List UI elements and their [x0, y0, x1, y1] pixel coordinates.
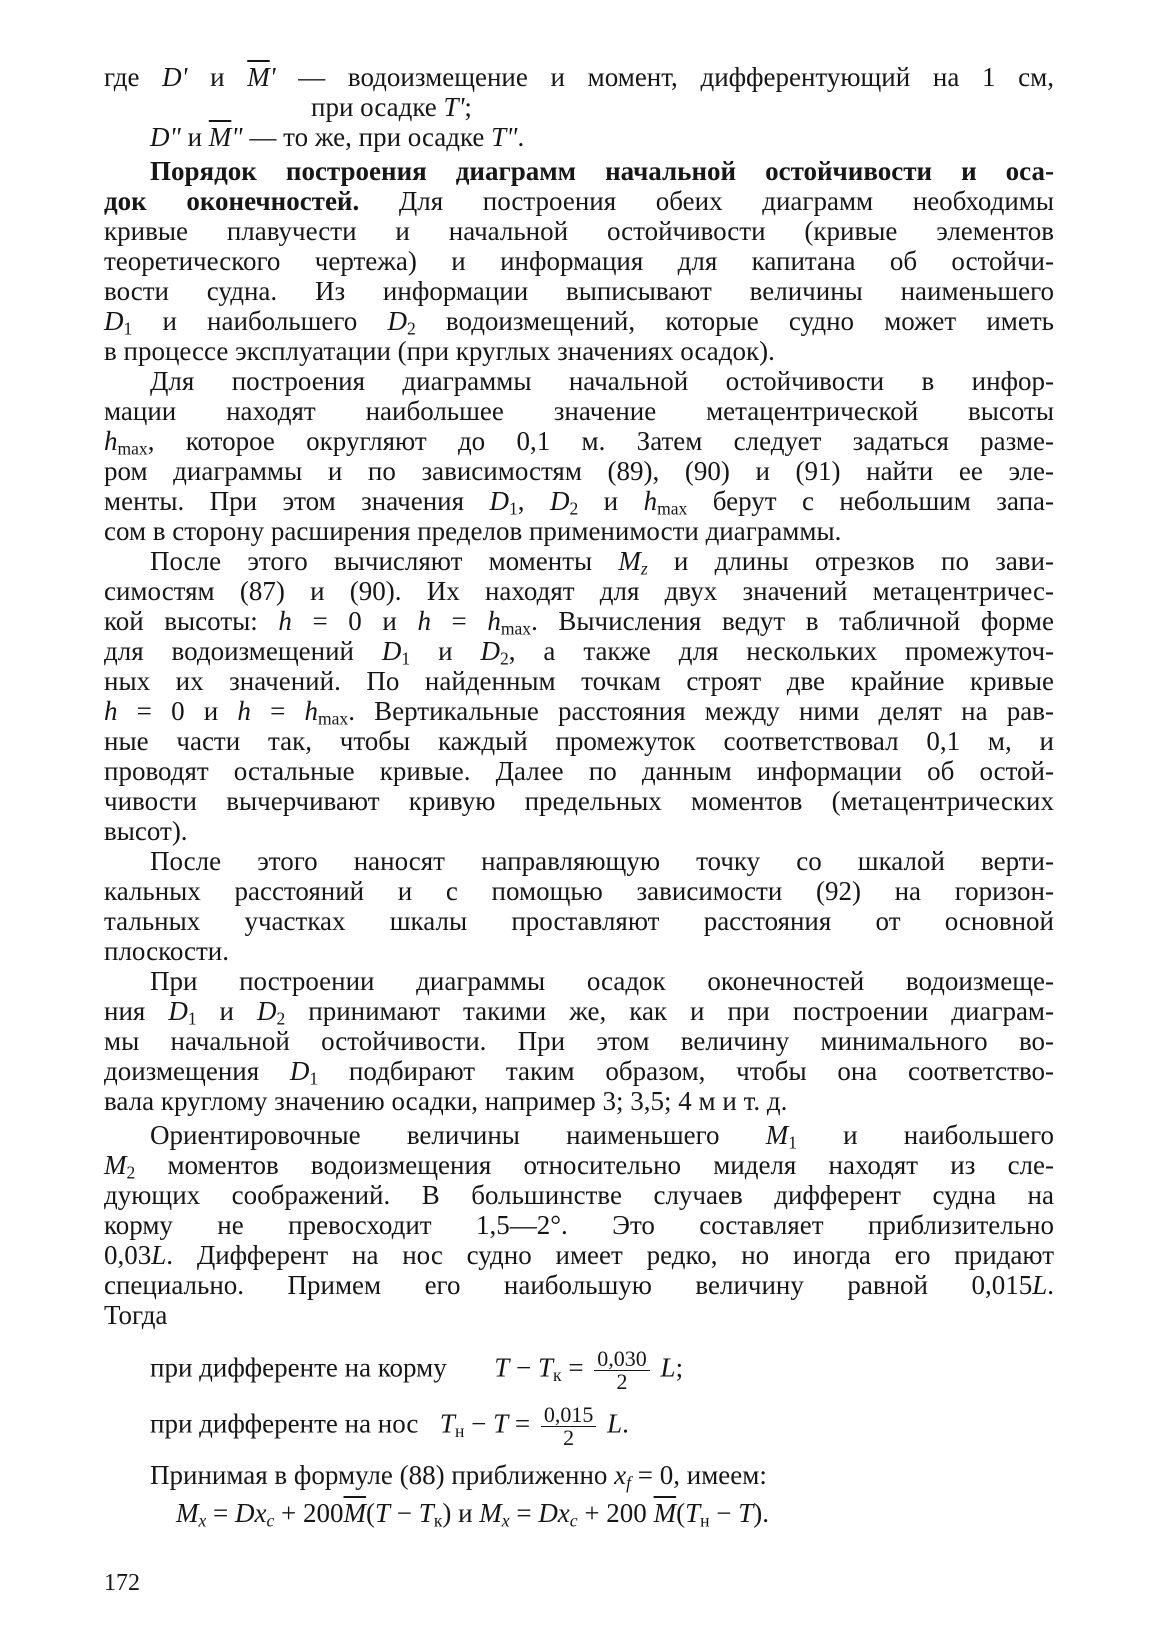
- equation-moment: $M_x = Dx_c + 200\overline{M}(T - T_к)$ и $M_x = Dx_c + 200$ $\overline{M}(T_н - T)$.: [176, 1498, 769, 1531]
- text-line: для водоизмещений $D_1$ и $D_2$, а также для нескольких промежуточ-: [104, 636, 1055, 669]
- text-line: кой высоты: h = 0 и $h = h_{max}$. Вычисления ведут в табличной форме: [104, 606, 1054, 639]
- text-line: h = 0 и $h = h_{max}$. Вертикальные расстояния между ними делят на рав-: [104, 696, 1054, 729]
- text-line: Принимая в формуле (88) приближенно $x_f = 0$, имеем:: [150, 1460, 767, 1493]
- text-line: $h_{max}$, которое округляют до 0,1 м. Затем следует задаться разме-: [104, 426, 1054, 459]
- text-line: в процессе эксплуатации (при круглых значениях осадок).: [104, 336, 775, 366]
- equation-trim-bow: при дифференте на нос $T_н - T$ = $\frac{0,015}{2}$ L.: [150, 1402, 629, 1450]
- text-line: дующих соображений. В большинстве случаев дифферент судна на: [104, 1180, 1054, 1210]
- text-line: $M_2$ моментов водоизмещения относительно миделя находят из сле-: [104, 1150, 1054, 1183]
- equation-label: при дифференте на корму: [150, 1352, 447, 1383]
- text-line: ром диаграммы и по зависимостям (89), (90) и (91) найти ее эле-: [104, 456, 1054, 486]
- text-line: ных их значений. По найденным точкам строят две крайние кривые: [104, 666, 1054, 696]
- text-line: док оконечностей. Для построения обеих диаграмм необходимы: [104, 186, 1054, 216]
- fraction: $\frac{0,015}{2}$: [541, 1404, 597, 1449]
- text-line: мации находят наибольшее значение метацентрической высоты: [104, 396, 1054, 426]
- text-line: теоретического чертежа) и информация для капитана об остойчи-: [104, 246, 1054, 276]
- text-line: менты. При этом значения $D_1$, $D_2$ и $h_{max}$ берут с небольшим запа-: [104, 486, 1054, 519]
- text-line: D" и $\overline{M}$" — то же, при осадке T".: [150, 122, 525, 152]
- text-line: вала круглому значению осадки, например 3; 3,5; 4 м и т. д.: [104, 1086, 788, 1116]
- equation-label: при дифференте на нос: [150, 1408, 419, 1439]
- text-line: 0,03L. Дифферент на нос судно имеет редко, но иногда его придают: [104, 1240, 1054, 1270]
- text-line: при осадке T';: [311, 92, 472, 122]
- page-number: 172: [104, 1570, 140, 1596]
- text-line: После этого вычисляют моменты $M_z$ и длины отрезков по зави-: [150, 546, 1054, 579]
- text-line: доизмещения $D_1$ подбирают таким образом, чтобы она соответство-: [104, 1056, 1054, 1089]
- text-line: плоскости.: [104, 936, 229, 966]
- text-line: кальных расстояний и с помощью зависимости (92) на горизон-: [104, 876, 1054, 906]
- text-line: Ориентировочные величины наименьшего $M_1$ и наибольшего: [150, 1120, 1055, 1153]
- text-line: При построении диаграммы осадок оконечностей водоизмеще-: [150, 966, 1054, 996]
- text-line: $D_1$ и наибольшего $D_2$ водоизмещений, которые судно может иметь: [104, 306, 1054, 339]
- text-line: где D' и $\overline{M}'$ — водоизмещение и момент, дифферентующий на 1 см,: [104, 62, 1054, 92]
- text-line: мы начальной остойчивости. При этом величину минимального во-: [104, 1026, 1054, 1056]
- text-line: кривые плавучести и начальной остойчивости (кривые элементов: [104, 216, 1054, 246]
- text-line: высот).: [104, 816, 188, 846]
- text-line: После этого наносят направляющую точку со шкалой верти-: [150, 846, 1054, 876]
- text-line: корму не превосходит 1,5—2°. Это составляет приблизительно: [104, 1210, 1054, 1240]
- text-line: чивости вычерчивают кривую предельных моментов (метацентрических: [104, 786, 1054, 816]
- text-line: вости судна. Из информации выписывают величины наименьшего: [104, 276, 1054, 306]
- text-line: ные части так, чтобы каждый промежуток соответствовал 0,1 м, и: [104, 726, 1054, 756]
- text-line: специально. Примем его наибольшую величину равной 0,015L.: [104, 1270, 1054, 1300]
- section-heading: Порядок построения диаграмм начальной остойчивости и оса-: [150, 156, 1054, 186]
- text-line: сом в сторону расширения пределов применимости диаграммы.: [104, 516, 842, 546]
- text-line: проводят остальные кривые. Далее по данным информации об остой-: [104, 756, 1054, 786]
- text-line: тальных участках шкалы проставляют расстояния от основной: [104, 906, 1054, 936]
- fraction: $\frac{0,030}{2}$: [594, 1348, 650, 1393]
- text-line: Тогда: [104, 1300, 168, 1330]
- equation-trim-stern: при дифференте на корму $T - T_к$ = $\frac{0,030}{2}$ L;: [150, 1346, 684, 1394]
- text-line: Для построения диаграммы начальной остойчивости в инфор-: [150, 366, 1054, 396]
- text-line: симостям (87) и (90). Их находят для двух значений метацентричес-: [104, 576, 1054, 606]
- text-line: ния $D_1$ и $D_2$ принимают такими же, как и при построении диаграм-: [104, 996, 1055, 1029]
